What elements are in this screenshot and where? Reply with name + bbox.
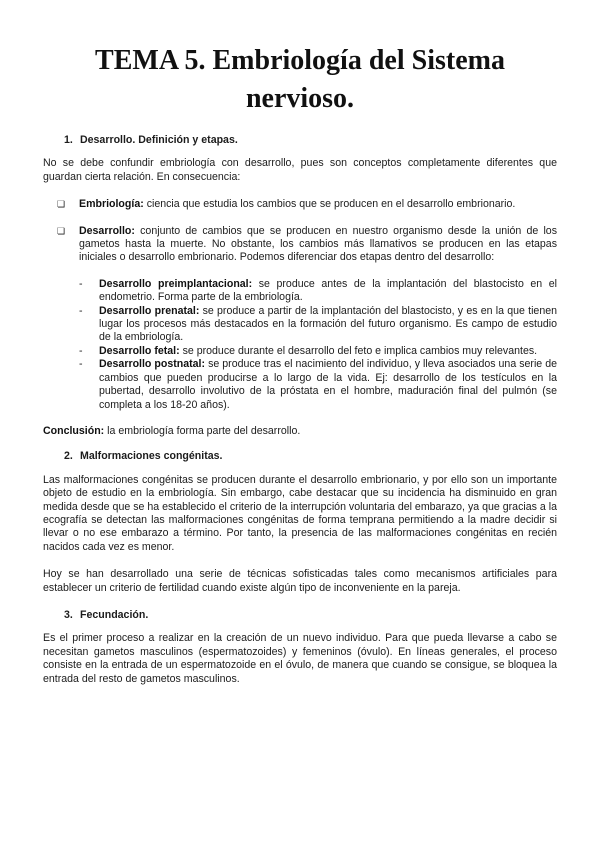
section-2-title: Malformaciones congénitas. xyxy=(80,450,223,463)
stage-postnatal xyxy=(79,358,557,412)
term-desarrollo: Desarrollo: xyxy=(79,224,135,237)
definition-list xyxy=(57,198,557,412)
conclusion-text: la embriología forma parte del desarrollo. xyxy=(104,424,301,437)
stage-text: se produce tras el nacimiento del individuo, y lleva asociados una serie de cambios que pueden producirse a lo largo de la vida. Ej: desarrollo de los testículos en la pubertad, desarrollo involutivo de la próstata en el hombre, maduración final del pulmón (se completa a los 18-20 años). xyxy=(99,358,557,411)
stage-fetal xyxy=(79,345,557,358)
section-2-heading xyxy=(64,450,557,463)
title-line-2: nervioso. xyxy=(245,83,355,114)
stage-prenatal xyxy=(79,305,557,345)
section-1-heading xyxy=(64,134,557,147)
page-title xyxy=(43,42,557,118)
dash-icon: - xyxy=(79,358,83,371)
stage-preimplantacional xyxy=(79,278,557,305)
stage-term: Desarrollo postnatal: xyxy=(99,358,206,371)
section-3-paragraph-1: Es el primer proceso a realizar en la creación de un nuevo individuo. Para que pueda llevarse a cabo se necesitan gametos masculinos (espermatozoides) y femeninos (óvulo). En líneas generales, el proceso consiste en la entrada de un espermatozoide en el óvulo, de manera que cuando se consigue, se bloquea la entrada del resto de gametos masculinos. xyxy=(43,632,557,685)
section-3-title: Fecundación. xyxy=(80,608,149,621)
section-3-heading xyxy=(64,609,557,622)
bullet-embriologia xyxy=(57,198,557,211)
stages-list xyxy=(79,278,557,412)
title-line-1: TEMA 5. Embriología del Sistema xyxy=(95,45,505,76)
checkbox-square-icon: ❏ xyxy=(57,225,66,236)
section-3-number: 3. xyxy=(64,608,73,621)
stage-text: se produce antes de la implantación del blastocisto en el endometrio. Forma parte de la embriología. xyxy=(99,277,558,304)
def-embriologia: ciencia que estudia los cambios que se producen en el desarrollo embrionario. xyxy=(143,198,516,211)
checkbox-square-icon: ❏ xyxy=(57,199,66,210)
dash-icon: - xyxy=(79,277,83,290)
stage-term: Desarrollo fetal: xyxy=(99,344,180,357)
section-2-paragraph-1: Las malformaciones congénitas se producen durante el desarrollo embrionario, y por ello son un importante objeto de estudio en la embriología. Sin embargo, cabe destacar que su incidencia ha disminuido en gran medida desde que se ha establecido el criterio de la interrupción voluntaria del embarazo, ya que gracias a la ecografía se detectan las malformaciones congénitas de forma temprana permitiendo a la madre decidir si llevar o no ese embarazo a término. Por tanto, la presencia de las malformaciones congénitas en recién nacidos cada vez es menor. xyxy=(43,473,557,553)
dash-icon: - xyxy=(79,344,83,357)
stage-term: Desarrollo preimplantacional: xyxy=(99,277,253,290)
section-1-title: Desarrollo. Definición y etapas. xyxy=(80,134,238,146)
stage-text: se produce durante el desarrollo del feto e implica cambios muy relevantes. xyxy=(179,344,538,357)
stage-text: se produce a partir de la implantación del blastocisto, y es en la que tienen lugar los procesos más destacados en la formación del futuro organismo. Es campo de estudio de la embriología. xyxy=(99,304,557,344)
conclusion xyxy=(43,425,557,438)
conclusion-term: Conclusión: xyxy=(43,424,105,437)
section-2-number: 2. xyxy=(64,450,73,463)
dash-icon: - xyxy=(79,304,83,317)
section-1-number: 1. xyxy=(64,134,73,146)
def-desarrollo: conjunto de cambios que se producen en nuestro organismo desde la unión de los gametos hasta la muerte. No obstante, los cambios más llamativos se producen en las etapas iniciales o desarrollo embrionario. Podemos diferenciar dos etapas dentro del desarrollo: xyxy=(79,224,557,264)
section-2-paragraph-2: Hoy se han desarrollado una serie de técnicas sofisticadas tales como mecanismos artificiales para establecer un criterio de fertilidad cuando existe algún tipo de inconveniente en la pareja. xyxy=(43,568,557,594)
stage-term: Desarrollo prenatal: xyxy=(99,304,200,317)
term-embriologia: Embriología: xyxy=(79,198,144,211)
bullet-desarrollo xyxy=(57,225,557,412)
section-1-intro: No se debe confundir embriología con desarrollo, pues son conceptos completamente diferentes que guardan cierta relación. En consecuencia: xyxy=(43,157,557,183)
